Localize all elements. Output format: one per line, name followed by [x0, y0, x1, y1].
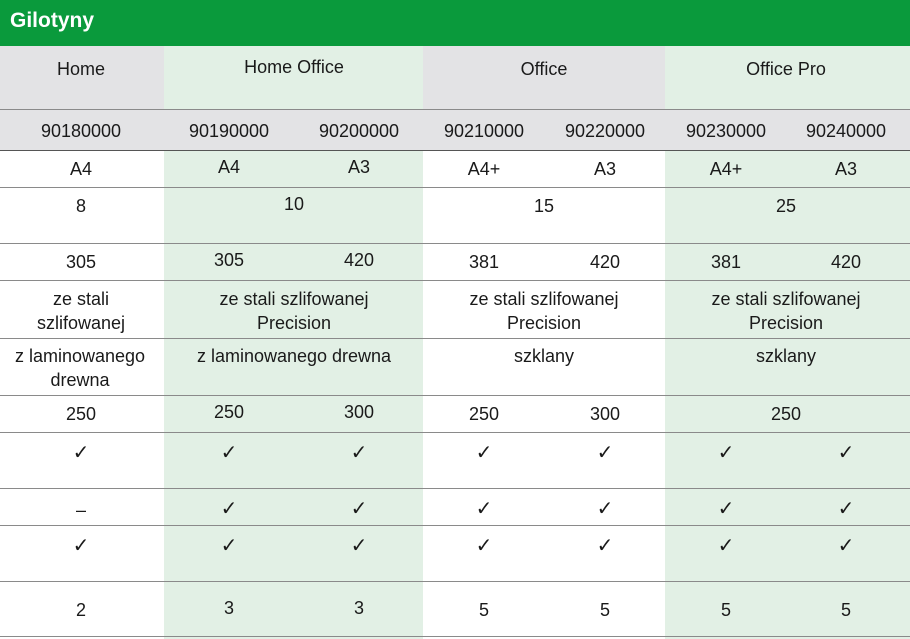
warranty-cell: 2 — [75, 600, 87, 620]
blade-line: Precision — [748, 313, 824, 333]
blade-cell — [469, 287, 618, 335]
table-header-bar — [0, 0, 910, 46]
length-cell: 305 — [65, 252, 97, 272]
blade-line: ze stali szlifowanej — [711, 289, 861, 309]
format-cell: A3 — [593, 159, 617, 179]
divider — [0, 187, 910, 188]
product-code: 90230000 — [685, 121, 767, 141]
blade-cell — [711, 287, 860, 335]
warranty-cell: 5 — [720, 600, 732, 620]
number-cell: 250 — [468, 404, 500, 424]
divider — [0, 525, 910, 526]
divider — [0, 395, 910, 396]
product-code: 90180000 — [40, 121, 122, 141]
check-icon: ✓ — [717, 440, 735, 464]
blade-cell — [219, 287, 368, 335]
check-icon: ✓ — [717, 533, 735, 557]
warranty-cell: 5 — [840, 600, 852, 620]
blade-line: Precision — [256, 313, 332, 333]
capacity-cell: 8 — [75, 196, 87, 216]
product-code: 90190000 — [188, 121, 270, 141]
number-cell: 300 — [343, 402, 375, 422]
check-icon: ✓ — [837, 440, 855, 464]
product-code: 90240000 — [805, 121, 887, 141]
check-icon: ✓ — [220, 533, 238, 557]
format-cell: A4 — [69, 159, 93, 179]
capacity-cell: 25 — [775, 196, 797, 216]
blade-line: ze stali szlifowanej — [219, 289, 369, 309]
format-cell: A3 — [347, 157, 371, 177]
length-cell: 381 — [710, 252, 742, 272]
blade-line: szlifowanej — [36, 313, 126, 333]
check-icon: ✓ — [475, 533, 493, 557]
base-cell: z laminowanego drewna — [196, 346, 392, 366]
format-cell: A4+ — [467, 159, 501, 179]
check-icon: ✓ — [475, 440, 493, 464]
product-code: 90200000 — [318, 121, 400, 141]
base-cell: szklany — [755, 346, 817, 366]
dash-cell: – — [75, 500, 87, 520]
warranty-cell: 3 — [223, 598, 235, 618]
capacity-cell: 15 — [533, 196, 555, 216]
divider — [0, 243, 910, 244]
divider — [0, 338, 910, 339]
check-icon: ✓ — [596, 496, 614, 520]
check-icon: ✓ — [717, 496, 735, 520]
check-icon: ✓ — [475, 496, 493, 520]
check-icon: ✓ — [220, 496, 238, 520]
check-icon: ✓ — [350, 440, 368, 464]
divider — [0, 432, 910, 433]
length-cell: 381 — [468, 252, 500, 272]
base-cell: szklany — [513, 346, 575, 366]
length-cell: 420 — [343, 250, 375, 270]
check-icon: ✓ — [837, 533, 855, 557]
capacity-cell: 10 — [283, 194, 305, 214]
group-header-home: Home — [56, 59, 106, 79]
divider — [0, 109, 910, 110]
blade-line: ze stali — [52, 289, 110, 309]
warranty-cell: 3 — [353, 598, 365, 618]
group-header-office: Office — [520, 59, 568, 79]
format-cell: A4+ — [709, 159, 743, 179]
divider — [0, 636, 910, 637]
number-cell: 250 — [770, 404, 802, 424]
divider — [0, 150, 910, 151]
table-title: Gilotyny — [10, 9, 95, 32]
check-icon: ✓ — [350, 533, 368, 557]
group-header-home-office: Home Office — [244, 57, 344, 77]
base-line: z laminowanego — [14, 346, 146, 366]
base-cell — [15, 344, 145, 392]
product-code: 90210000 — [443, 121, 525, 141]
warranty-cell: 5 — [478, 600, 490, 620]
check-icon: ✓ — [72, 440, 90, 464]
check-icon: ✓ — [220, 440, 238, 464]
check-icon: ✓ — [350, 496, 368, 520]
base-line: drewna — [50, 370, 110, 390]
number-cell: 250 — [65, 404, 97, 424]
blade-line: ze stali szlifowanej — [469, 289, 619, 309]
blade-cell — [37, 287, 125, 335]
length-cell: 420 — [589, 252, 621, 272]
divider — [0, 488, 910, 489]
number-cell: 250 — [213, 402, 245, 422]
divider — [0, 280, 910, 281]
length-cell: 420 — [830, 252, 862, 272]
check-icon: ✓ — [596, 440, 614, 464]
format-cell: A4 — [217, 157, 241, 177]
check-icon: ✓ — [596, 533, 614, 557]
number-cell: 300 — [589, 404, 621, 424]
format-cell: A3 — [834, 159, 858, 179]
check-icon: ✓ — [837, 496, 855, 520]
product-code: 90220000 — [564, 121, 646, 141]
divider — [0, 581, 910, 582]
blade-line: Precision — [506, 313, 582, 333]
warranty-cell: 5 — [599, 600, 611, 620]
check-icon: ✓ — [72, 533, 90, 557]
length-cell: 305 — [213, 250, 245, 270]
group-header-office-pro: Office Pro — [746, 59, 826, 79]
